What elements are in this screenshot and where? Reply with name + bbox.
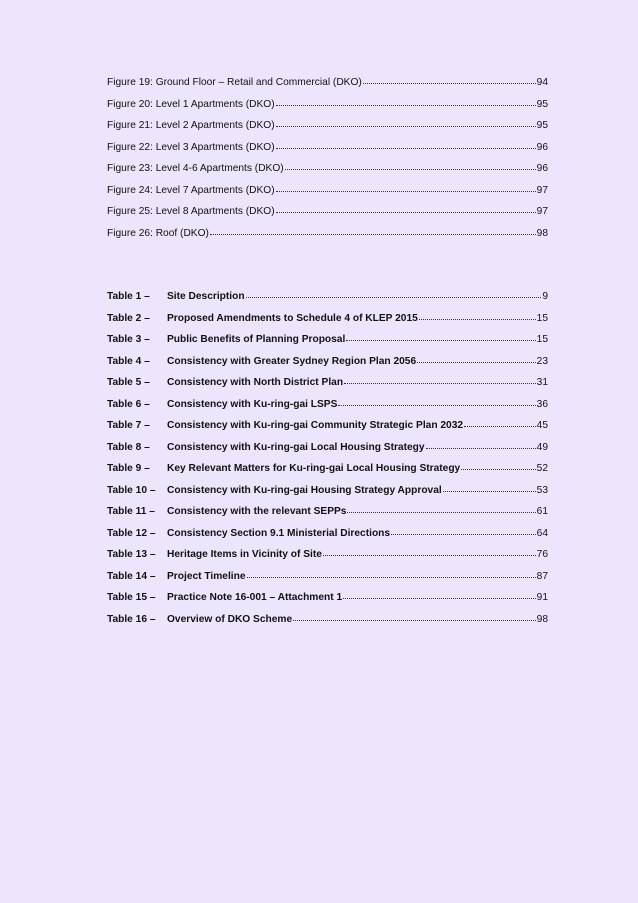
table-entry[interactable] bbox=[107, 549, 548, 571]
list-of-figures bbox=[107, 77, 548, 249]
figure-label: Figure 26: Roof (DKO) bbox=[107, 227, 209, 239]
dot-leader bbox=[210, 234, 536, 235]
dot-leader bbox=[276, 148, 536, 149]
table-title: Consistency with the relevant SEPPs bbox=[167, 506, 347, 517]
table-page-number: 98 bbox=[536, 613, 548, 625]
dot-leader bbox=[285, 169, 536, 170]
table-page-number: 64 bbox=[536, 527, 548, 539]
table-entry[interactable] bbox=[107, 313, 548, 335]
table-page-number: 31 bbox=[536, 377, 548, 388]
table-entry[interactable] bbox=[107, 356, 548, 378]
figure-page-number: 96 bbox=[536, 163, 548, 174]
table-page-number: 53 bbox=[536, 484, 548, 496]
dot-leader bbox=[246, 297, 542, 298]
table-number: Table 2 – bbox=[107, 312, 150, 324]
table-number: Table 11 – bbox=[107, 506, 155, 517]
figure-entry[interactable] bbox=[107, 120, 548, 142]
table-entry[interactable] bbox=[107, 377, 548, 399]
figure-label: Figure 24: Level 7 Apartments (DKO) bbox=[107, 184, 275, 196]
table-number: Table 4 – bbox=[107, 355, 150, 367]
table-number: Table 14 – bbox=[107, 570, 156, 582]
table-page-number: 52 bbox=[536, 463, 548, 474]
table-title: Site Description bbox=[167, 291, 245, 302]
table-entry[interactable] bbox=[107, 399, 548, 421]
figure-label: Figure 19: Ground Floor – Retail and Commercial (DKO) bbox=[107, 77, 362, 88]
table-entry[interactable] bbox=[107, 614, 548, 636]
figure-entry[interactable] bbox=[107, 206, 548, 228]
table-number: Table 1 – bbox=[107, 291, 150, 302]
dot-leader bbox=[347, 512, 535, 513]
figure-page-number: 95 bbox=[536, 120, 548, 131]
table-entry[interactable] bbox=[107, 442, 548, 464]
table-entry[interactable] bbox=[107, 571, 548, 593]
dot-leader bbox=[391, 534, 536, 535]
table-page-number: 87 bbox=[536, 570, 548, 582]
figure-page-number: 95 bbox=[536, 98, 548, 110]
dot-leader bbox=[276, 212, 536, 213]
table-title: Proposed Amendments to Schedule 4 of KLEP 2015 bbox=[167, 312, 418, 324]
table-number: Table 6 – bbox=[107, 398, 150, 410]
table-page-number: 76 bbox=[536, 549, 548, 560]
table-title: Consistency with North District Plan bbox=[167, 377, 344, 388]
figure-entry[interactable] bbox=[107, 185, 548, 207]
figure-page-number: 98 bbox=[536, 227, 548, 239]
table-entry[interactable] bbox=[107, 485, 548, 507]
table-page-number: 9 bbox=[542, 291, 548, 302]
figure-entry[interactable] bbox=[107, 99, 548, 121]
table-entry[interactable] bbox=[107, 334, 548, 356]
list-of-tables bbox=[107, 291, 548, 635]
figure-entry[interactable] bbox=[107, 77, 548, 99]
figure-label: Figure 25: Level 8 Apartments (DKO) bbox=[107, 206, 275, 217]
dot-leader bbox=[323, 555, 536, 556]
table-title: Key Relevant Matters for Ku-ring-gai Local Housing Strategy bbox=[167, 463, 461, 474]
table-title: Heritage Items in Vicinity of Site bbox=[167, 549, 322, 560]
figure-entry[interactable] bbox=[107, 142, 548, 164]
dot-leader bbox=[344, 383, 536, 384]
dot-leader bbox=[443, 491, 536, 492]
table-title: Public Benefits of Planning Proposal bbox=[167, 334, 346, 345]
figure-page-number: 97 bbox=[536, 184, 548, 196]
table-title: Consistency with Ku-ring-gai Local Housing Strategy bbox=[167, 441, 425, 453]
dot-leader bbox=[464, 426, 536, 427]
table-page-number: 15 bbox=[536, 334, 548, 345]
table-title: Consistency with Ku-ring-gai LSPS bbox=[167, 398, 338, 410]
dot-leader bbox=[276, 191, 536, 192]
dot-leader bbox=[419, 319, 536, 320]
dot-leader bbox=[417, 362, 536, 363]
table-page-number: 36 bbox=[536, 398, 548, 410]
dot-leader bbox=[276, 105, 536, 106]
table-title: Consistency with Ku-ring-gai Housing Strategy Approval bbox=[167, 484, 442, 496]
table-entry[interactable] bbox=[107, 506, 548, 528]
table-page-number: 61 bbox=[536, 506, 548, 517]
dot-leader bbox=[247, 577, 536, 578]
table-page-number: 49 bbox=[536, 441, 548, 453]
table-title: Consistency with Ku-ring-gai Community Strategic Plan 2032 bbox=[167, 420, 464, 431]
dot-leader bbox=[461, 469, 535, 470]
dot-leader bbox=[276, 126, 536, 127]
table-page-number: 91 bbox=[536, 592, 548, 603]
table-title: Project Timeline bbox=[167, 570, 246, 582]
table-number: Table 15 – bbox=[107, 592, 156, 603]
figure-entry[interactable] bbox=[107, 228, 548, 250]
dot-leader bbox=[346, 340, 535, 341]
table-entry[interactable] bbox=[107, 463, 548, 485]
table-title: Consistency Section 9.1 Ministerial Directions bbox=[167, 527, 391, 539]
table-number: Table 13 – bbox=[107, 549, 156, 560]
table-number: Table 9 – bbox=[107, 463, 150, 474]
figure-page-number: 94 bbox=[536, 77, 548, 88]
dot-leader bbox=[363, 83, 536, 84]
table-number: Table 3 – bbox=[107, 334, 150, 345]
table-number: Table 7 – bbox=[107, 420, 150, 431]
figure-entry[interactable] bbox=[107, 163, 548, 185]
table-page-number: 45 bbox=[536, 420, 548, 431]
table-number: Table 5 – bbox=[107, 377, 150, 388]
figure-label: Figure 21: Level 2 Apartments (DKO) bbox=[107, 120, 275, 131]
table-number: Table 16 – bbox=[107, 613, 156, 625]
table-title: Overview of DKO Scheme bbox=[167, 613, 293, 625]
dot-leader bbox=[343, 598, 536, 599]
dot-leader bbox=[293, 620, 536, 621]
table-number: Table 10 – bbox=[107, 484, 156, 496]
table-entry[interactable] bbox=[107, 291, 548, 313]
figure-label: Figure 20: Level 1 Apartments (DKO) bbox=[107, 98, 275, 110]
table-page-number: 15 bbox=[536, 312, 548, 324]
figure-label: Figure 22: Level 3 Apartments (DKO) bbox=[107, 141, 275, 153]
table-entry[interactable] bbox=[107, 420, 548, 442]
figure-label: Figure 23: Level 4-6 Apartments (DKO) bbox=[107, 163, 284, 174]
table-number: Table 12 – bbox=[107, 527, 156, 539]
dot-leader bbox=[338, 405, 535, 406]
table-entry[interactable] bbox=[107, 592, 548, 614]
table-page-number: 23 bbox=[536, 355, 548, 367]
table-entry[interactable] bbox=[107, 528, 548, 550]
figure-page-number: 96 bbox=[536, 141, 548, 153]
table-title: Consistency with Greater Sydney Region Plan 2056 bbox=[167, 355, 417, 367]
figure-page-number: 97 bbox=[536, 206, 548, 217]
table-title: Practice Note 16-001 – Attachment 1 bbox=[167, 592, 343, 603]
dot-leader bbox=[426, 448, 536, 449]
table-number: Table 8 – bbox=[107, 441, 150, 453]
